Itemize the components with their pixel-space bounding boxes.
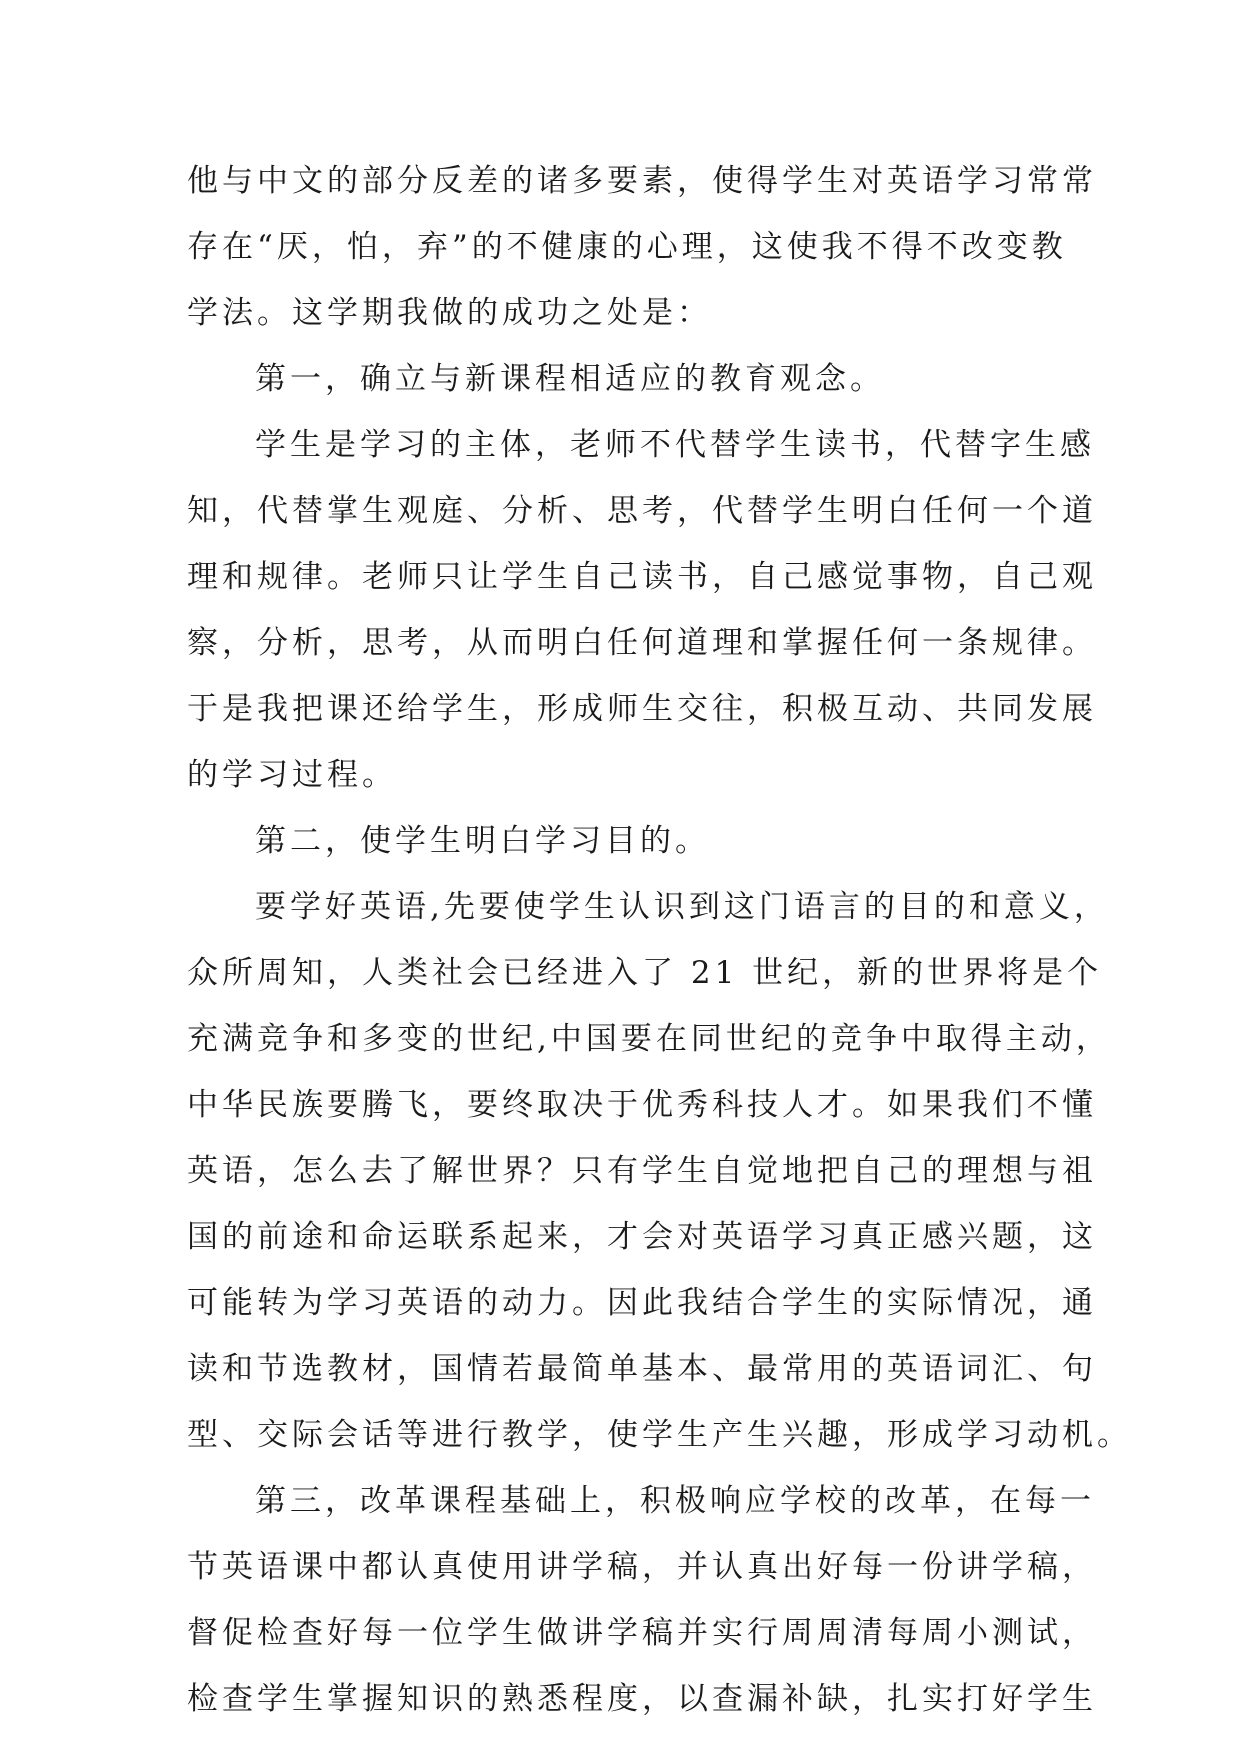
- text-line: 他与中文的部分反差的诸多要素，使得学生对英语学习常常: [187, 163, 1097, 199]
- text-line: 充满竞争和多变的世纪,中国要在同世纪的竞争中取得主动，: [187, 1021, 1111, 1057]
- text-line: 读和节选教材，国情若最简单基本、最常用的英语词汇、句: [187, 1351, 1097, 1387]
- text-line: 督促检查好每一位学生做讲学稿并实行周周清每周小测试，: [187, 1615, 1097, 1651]
- text-line: 学法。这学期我做的成功之处是：: [187, 295, 712, 331]
- text-line: 察，分析，思考，从而明白任何道理和掌握任何一条规律。: [187, 625, 1097, 661]
- text-line: 国的前途和命运联系起来，才会对英语学习真正感兴题，这: [187, 1219, 1097, 1255]
- text-line: 型、交际会话等进行教学，使学生产生兴趣，形成学习动机。: [187, 1417, 1132, 1453]
- text-line: 中华民族要腾飞，要终取决于优秀科技人才。如果我们不懂: [187, 1087, 1097, 1123]
- text-line: 知，代替掌生观庭、分析、思考，代替学生明白任何一个道: [187, 493, 1097, 529]
- text-line: 第二，使学生明白学习目的。: [255, 823, 710, 859]
- text-line: 节英语课中都认真使用讲学稿，并认真出好每一份讲学稿，: [187, 1549, 1097, 1585]
- text-line: 检查学生掌握知识的熟悉程度，以查漏补缺，扎实打好学生: [187, 1681, 1097, 1717]
- text-line: 第三，改革课程基础上，积极响应学校的改革，在每一: [255, 1483, 1095, 1519]
- text-line: 存在“厌，怕，弃”的不健康的心理，这使我不得不改变教: [187, 229, 1067, 265]
- text-line: 的学习过程。: [187, 757, 397, 793]
- text-line: 于是我把课还给学生，形成师生交往，积极互动、共同发展: [187, 691, 1097, 727]
- text-line: 学生是学习的主体，老师不代替学生读书，代替字生感: [255, 427, 1095, 463]
- body-text: [187, 148, 1132, 1732]
- text-line: 众所周知，人类社会已经进入了 21 世纪，新的世界将是个: [187, 955, 1103, 991]
- text-line: 可能转为学习英语的动力。因此我结合学生的实际情况，通: [187, 1285, 1097, 1321]
- text-line: 要学好英语,先要使学生认识到这门语言的目的和意义，: [255, 889, 1109, 925]
- text-line: 理和规律。老师只让学生自己读书，自己感觉事物，自己观: [187, 559, 1097, 595]
- text-line: 英语，怎么去了解世界？只有学生自觉地把自己的理想与祖: [187, 1153, 1097, 1189]
- text-line: 第一，确立与新课程相适应的教育观念。: [255, 361, 885, 397]
